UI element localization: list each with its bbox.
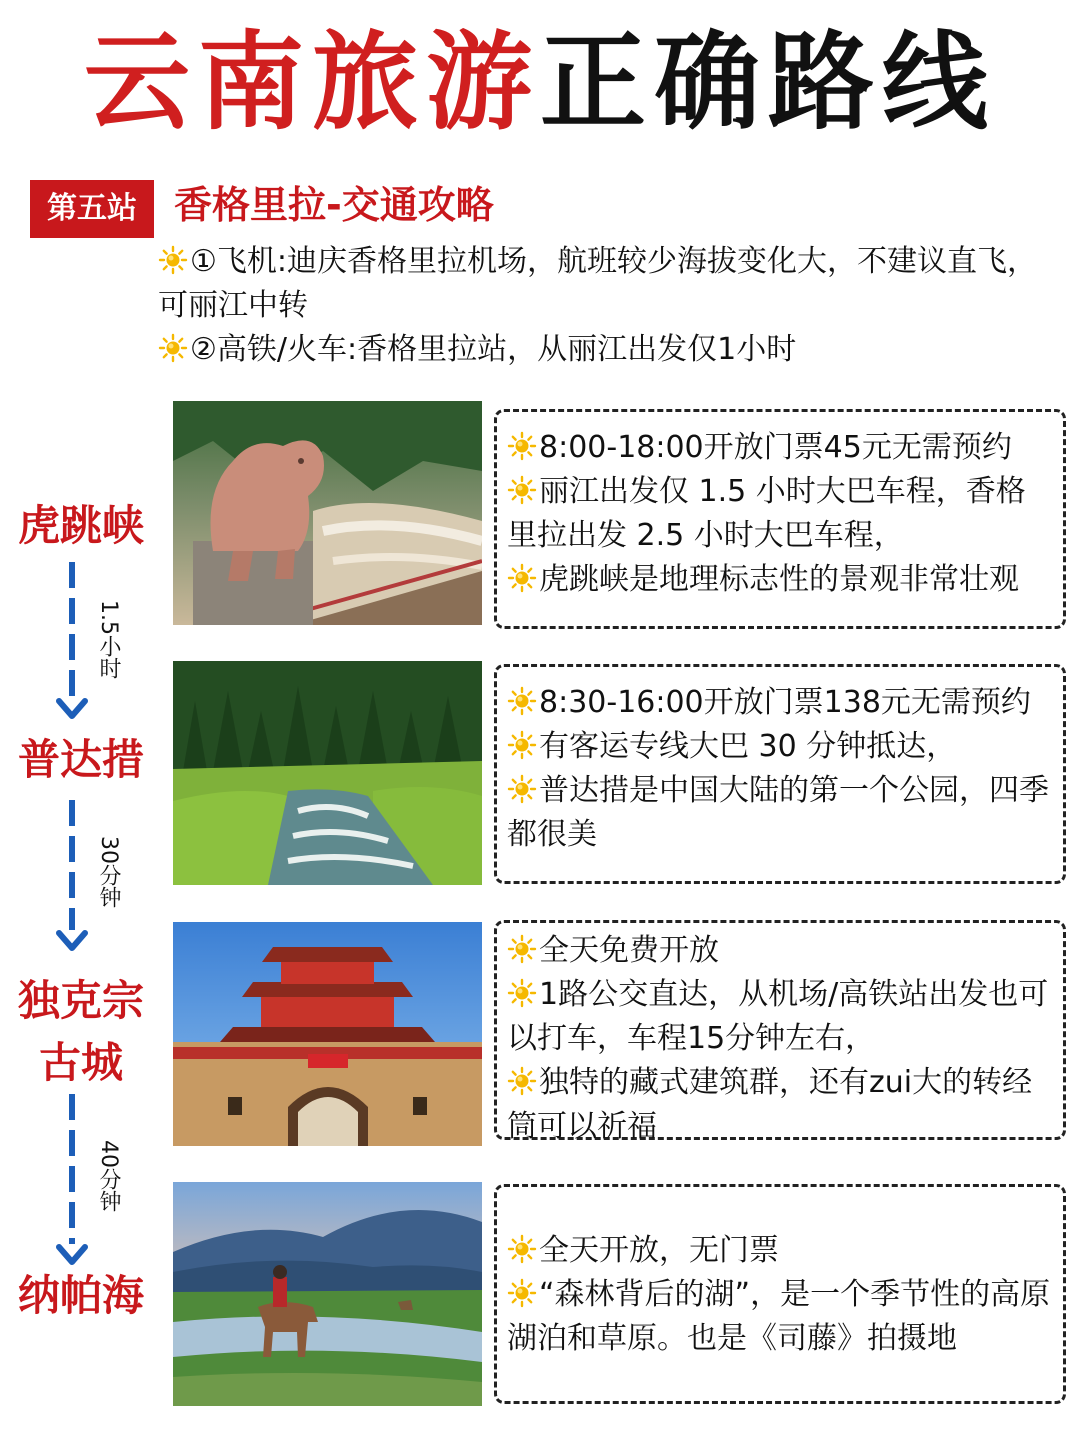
info-line	[507, 558, 1053, 602]
info-line	[507, 1273, 1053, 1361]
sun-icon	[507, 773, 537, 803]
info-text: 独特的藏式建筑群，还有zui大的转经筒可以祈福	[507, 1065, 1033, 1144]
info-text: 丽江出发仅 1.5 小时大巴车程，香格里拉出发 2.5 小时大巴车程，	[507, 474, 1026, 553]
route-dashed-line	[69, 800, 75, 930]
sun-icon	[507, 1065, 537, 1095]
info-line	[507, 681, 1053, 725]
route-duration-1: 1.5小时	[96, 600, 121, 679]
station-title: 香格里拉-交通攻略	[174, 183, 494, 227]
route-connector-3	[56, 1094, 88, 1269]
info-box-dukezong	[494, 920, 1066, 1144]
place-name-pudacuo: 普达措	[17, 735, 144, 784]
sun-icon	[158, 332, 188, 362]
info-line	[507, 929, 1053, 973]
info-line	[507, 769, 1053, 857]
info-text: 普达措是中国大陆的第一个公园，四季都很美	[507, 773, 1049, 852]
route-duration-3: 40分钟	[96, 1140, 121, 1212]
sun-icon	[507, 729, 537, 759]
station-badge: 第五站	[30, 180, 154, 238]
info-line	[507, 1061, 1053, 1149]
arrow-down-icon	[56, 698, 88, 720]
intro-line	[158, 328, 1038, 372]
place-name-dukezong	[0, 970, 162, 1094]
intro-text: ②高铁/火车:香格里拉站，从丽江出发仅1小时	[190, 332, 797, 367]
route-dashed-line	[69, 562, 75, 698]
title-black-part: 正确路线	[540, 21, 996, 144]
sun-icon	[507, 430, 537, 460]
info-text: 有客运专线大巴 30 分钟抵达，	[539, 729, 957, 764]
sun-icon	[507, 933, 537, 963]
intro-text: ①飞机:迪庆香格里拉机场，航班较少海拔变化大，不建议直飞，可丽江中转	[158, 244, 1038, 323]
info-line	[507, 426, 1053, 470]
info-line	[507, 470, 1053, 558]
pudacuo-photo	[173, 661, 482, 885]
place-name-hutiaoxia: 虎跳峡	[17, 501, 144, 550]
page-title	[0, 18, 1080, 148]
info-text: 8:30-16:00开放门票138元无需预约	[539, 685, 1031, 720]
info-box-hutiaoxia	[494, 409, 1066, 629]
arrow-down-icon	[56, 930, 88, 952]
info-text: “森林背后的湖”，是一个季节性的高原湖泊和草原。也是《司藤》拍摄地	[507, 1277, 1051, 1356]
napahai-photo	[173, 1182, 482, 1406]
info-text: 1路公交直达，从机场/高铁站出发也可以打车，车程15分钟左右，	[507, 977, 1049, 1056]
route-dashed-line	[69, 1094, 75, 1244]
info-line	[507, 725, 1053, 769]
info-text: 全天开放，无门票	[539, 1233, 779, 1268]
place-name-napahai: 纳帕海	[17, 1271, 144, 1320]
route-connector-1	[56, 562, 88, 722]
sun-icon	[507, 977, 537, 1007]
info-text: 全天免费开放	[539, 933, 719, 968]
sun-icon	[507, 685, 537, 715]
info-text: 8:00-18:00开放门票45元无需预约	[539, 430, 1012, 465]
tiger-leaping-gorge-photo	[173, 401, 482, 625]
sun-icon	[158, 244, 188, 274]
info-box-napahai	[494, 1184, 1066, 1404]
intro-line	[158, 240, 1038, 328]
sun-icon	[507, 474, 537, 504]
route-connector-2	[56, 800, 88, 955]
route-duration-2: 30分钟	[96, 836, 121, 908]
arrow-down-icon	[56, 1244, 88, 1266]
info-text: 虎跳峡是地理标志性的景观非常壮观	[539, 562, 1019, 597]
info-box-pudacuo	[494, 664, 1066, 884]
dukezong-old-town-photo	[173, 922, 482, 1146]
info-line	[507, 973, 1053, 1061]
sun-icon	[507, 1233, 537, 1263]
info-line	[507, 1229, 1053, 1273]
transport-intro	[158, 240, 1038, 372]
sun-icon	[507, 562, 537, 592]
place-name-text: 独克宗古城	[17, 976, 144, 1087]
sun-icon	[507, 1277, 537, 1307]
title-red-part: 云南旅游	[84, 21, 540, 144]
